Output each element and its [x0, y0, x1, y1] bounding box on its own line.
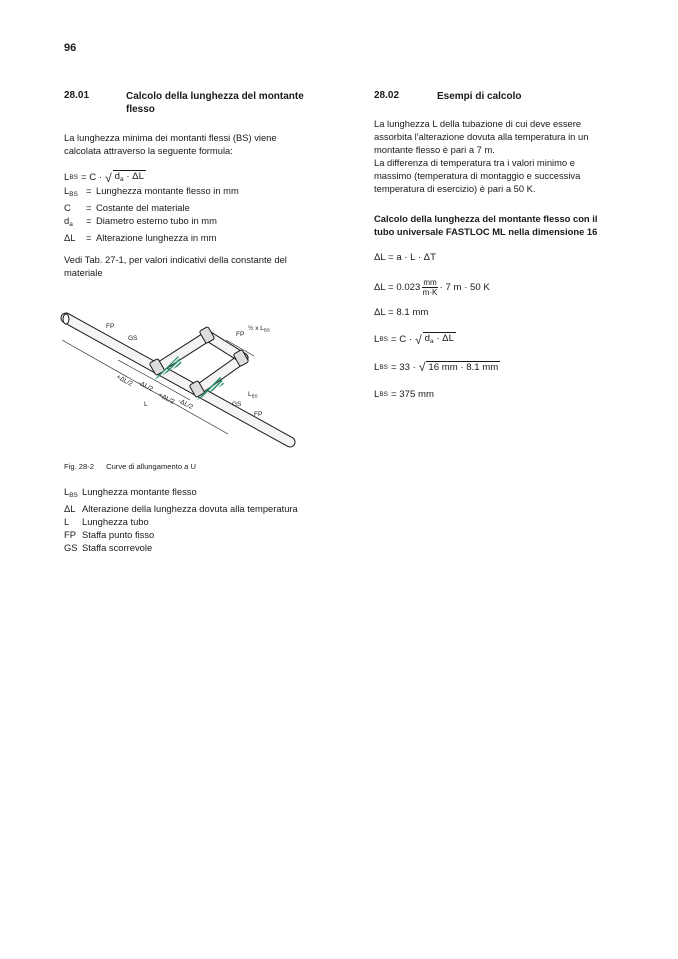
equation-5 — [374, 360, 500, 374]
section-number-28-01: 28.01 — [64, 90, 90, 101]
page-number: 96 — [64, 42, 77, 54]
eq5-eq: = 33 · — [391, 361, 416, 373]
section-title-28-02: Esempi di calcolo — [437, 91, 522, 102]
heading-line: Calcolo della lunghezza del montante flesso con il — [374, 213, 598, 224]
def-symbol: d — [64, 215, 70, 226]
definition-row — [64, 214, 239, 231]
eq4-lhs: L — [374, 334, 380, 345]
label-dl: +ΔL/2 — [115, 373, 134, 388]
legend-symbol: L — [64, 486, 70, 497]
legend-text: Staffa punto fisso — [82, 529, 155, 540]
eq6-lhs-sub: BS — [379, 391, 389, 398]
note-line: Vedi Tab. 27-1, per valori indicativi della constante del — [64, 254, 287, 265]
equation-6 — [374, 389, 434, 400]
def-text: Costante del materiale — [96, 202, 190, 213]
definition-row — [64, 201, 239, 214]
main-pipe — [63, 314, 290, 442]
intro-line: calcolata attraverso la seguente formula: — [64, 145, 233, 156]
formula-d: d — [114, 171, 121, 182]
eq6-lhs: L — [374, 389, 380, 400]
paragraph-line: assorbita l'alterazione dovuta alla temperatura in un — [374, 131, 589, 142]
def-symbol-sub: a — [69, 221, 73, 228]
label-dl: -ΔL/2 — [137, 379, 155, 394]
paragraph-line: massimo (temperatura di montaggio e successiva — [374, 170, 581, 181]
definition-row — [64, 231, 239, 244]
section-title-line: Calcolo della lunghezza del montante — [126, 91, 304, 102]
legend-row — [64, 515, 298, 528]
eq4-d-sub: a — [430, 338, 434, 345]
u-loop — [149, 326, 249, 402]
figure-legend — [64, 485, 298, 554]
def-eq: = — [86, 185, 92, 196]
eq5-radicand: 16 mm · 8.1 mm — [428, 362, 499, 373]
legend-text: Lunghezza montante flesso — [82, 486, 197, 497]
figure-caption-text: Curve di allungamento a U — [106, 462, 197, 471]
intro-line: La lunghezza minima dei montanti flessi (BS) viene — [64, 132, 277, 143]
legend-text: Staffa scorrevole — [82, 542, 153, 553]
legend-text: Lunghezza tubo — [82, 516, 149, 527]
formula-d-sub: a — [120, 176, 124, 183]
legend-text: Alterazione della lunghezza dovuta alla temperatura — [82, 503, 298, 514]
formula-eq: = C · — [81, 172, 103, 183]
equation-2 — [374, 278, 490, 297]
def-symbol: ΔL — [64, 232, 76, 243]
label-gs: GS — [128, 335, 138, 342]
example-heading — [374, 212, 597, 238]
legend-row — [64, 502, 298, 515]
legend-row — [64, 541, 298, 554]
eq5-sqrt: √ 16 mm · 8.1 mm — [418, 360, 499, 374]
legend-row — [64, 485, 298, 502]
eq2-fraction — [422, 278, 437, 297]
label-l: L — [144, 401, 148, 408]
equation-3: ΔL = 8.1 mm — [374, 307, 429, 318]
def-text: Lunghezza montante flesso in mm — [96, 185, 239, 196]
label-fp: FP — [254, 411, 263, 418]
eq2-pre: ΔL = 0.023 — [374, 282, 421, 293]
equation-4 — [374, 332, 456, 347]
main-formula — [64, 170, 146, 185]
u-expansion-bend-figure — [58, 310, 308, 460]
eq2-den: m·K — [422, 288, 438, 297]
paragraph-line: temperatura di esercizio) è pari a 50 K. — [374, 183, 536, 194]
def-symbol: L — [64, 185, 70, 196]
eq5-lhs-sub: BS — [379, 363, 389, 371]
def-eq: = — [86, 215, 92, 226]
legend-symbol: GS — [64, 542, 78, 553]
label-fp: FP — [236, 331, 245, 338]
legend-symbol: ΔL — [64, 503, 76, 514]
eq4-lhs-sub: BS — [379, 336, 389, 343]
section-title-28-01 — [126, 90, 304, 116]
intro-paragraph — [64, 131, 277, 157]
label-half-lbs: ½ x $L_{BS}$ — [248, 325, 270, 333]
def-symbol: C — [64, 202, 71, 213]
formula-rest: · ΔL — [126, 171, 144, 182]
equation-1: ΔL = a · L · ΔT — [374, 252, 436, 263]
section-title-line: flesso — [126, 104, 155, 115]
figure-caption — [64, 462, 196, 471]
formula-lhs: L — [64, 172, 70, 183]
def-eq: = — [86, 232, 92, 243]
eq4-eq: = C · — [391, 334, 413, 345]
eq4-d: d — [424, 333, 431, 344]
eq2-post: · 7 m · 50 K — [439, 282, 490, 293]
formula-lhs-sub: BS — [69, 174, 79, 181]
example-paragraph-1 — [374, 117, 588, 195]
paragraph-line: La lunghezza L della tubazione di cui deve essere — [374, 118, 582, 129]
eq5-lhs: L — [374, 361, 380, 373]
paragraph-line: montante flesso è pari a 7 m. — [374, 144, 495, 155]
legend-symbol: FP — [64, 529, 76, 540]
figure-caption-number: Fig. 28-2 — [64, 462, 94, 471]
def-text: Diametro esterno tubo in mm — [96, 215, 217, 226]
eq4-rest: · ΔL — [436, 333, 454, 344]
label-fp: FP — [106, 323, 115, 330]
formula-sqrt: √ $d_a \cdot \Delta L$ — [105, 170, 144, 185]
legend-row — [64, 528, 298, 541]
eq4-sqrt: √ $d_a \cdot \Delta L$ — [415, 332, 454, 347]
def-text: Alterazione lunghezza in mm — [96, 232, 217, 243]
label-dl: +ΔL/2 — [157, 391, 176, 406]
dimension-lines — [62, 340, 254, 434]
label-dl: -ΔL/2 — [177, 397, 195, 412]
note-line: materiale — [64, 267, 103, 278]
label-gs: GS — [232, 401, 242, 408]
eq2-num: mm — [423, 278, 437, 287]
definition-row — [64, 184, 239, 201]
legend-symbol-sub: BS — [69, 492, 78, 499]
section-number-28-02: 28.02 — [374, 90, 400, 101]
note-paragraph — [64, 253, 287, 279]
label-lbs: $L_{BS}$ — [248, 391, 258, 399]
paragraph-line: La differenza di temperatura tra i valori minimo e — [374, 157, 575, 168]
heading-line: tubo universale FASTLOC ML nella dimensione 16 — [374, 226, 598, 237]
definitions-list — [64, 184, 239, 244]
def-eq: = — [86, 202, 92, 213]
legend-symbol: L — [64, 516, 70, 527]
def-symbol-sub: BS — [69, 191, 78, 198]
eq6-rest: = 375 mm — [391, 389, 434, 400]
